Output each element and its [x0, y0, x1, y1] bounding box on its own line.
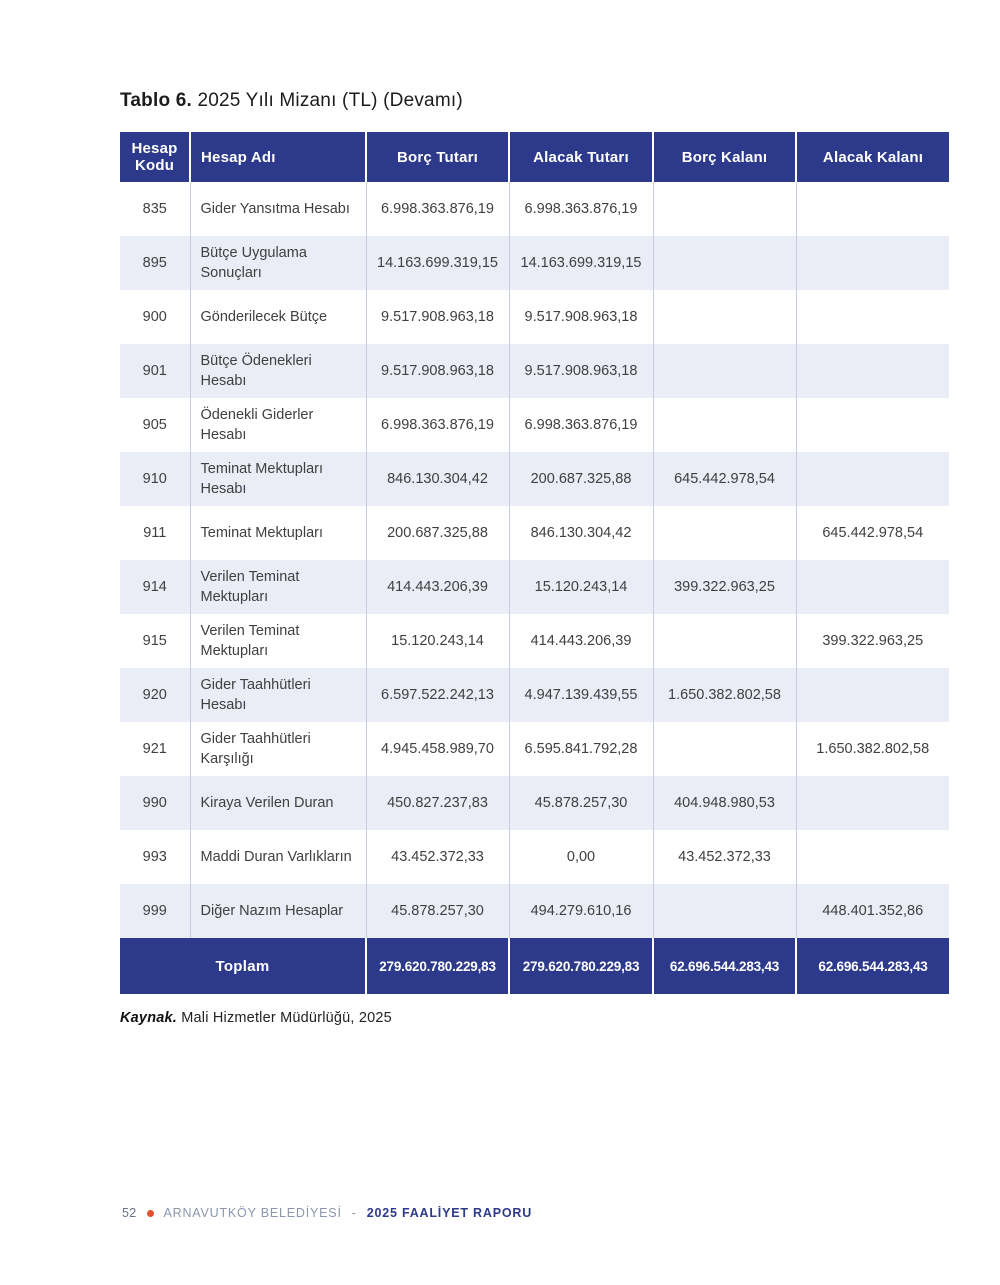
table-title-label: Tablo 6.: [120, 90, 192, 111]
account-name-cell: Gider Taahhütleri Hesabı: [190, 668, 366, 722]
borc-tutari-cell: 4.945.458.989,70: [366, 722, 509, 776]
table-row: [120, 290, 949, 344]
alacak-tutari-cell: 6.998.363.876,19: [509, 398, 653, 452]
account-code-cell: 901: [120, 344, 190, 398]
table-body: [120, 182, 949, 938]
borc-kalani-cell: 404.948.980,53: [653, 776, 796, 830]
borc-kalani-cell: 399.322.963,25: [653, 560, 796, 614]
account-name-cell: Ödenekli Giderler Hesabı: [190, 398, 366, 452]
alacak-tutari-cell: 200.687.325,88: [509, 452, 653, 506]
footer-report-title: 2025 FAALİYET RAPORU: [366, 1206, 533, 1220]
alacak-kalani-cell: [796, 344, 949, 398]
account-code-cell: 999: [120, 884, 190, 938]
account-name-cell: Teminat Mektupları Hesabı: [190, 452, 366, 506]
col-header-alacak-tutari: Alacak Tutarı: [509, 132, 653, 182]
table-row: [120, 182, 949, 236]
table-row: [120, 668, 949, 722]
account-name-cell: Verilen Teminat Mektupları: [190, 614, 366, 668]
alacak-kalani-cell: 448.401.352,86: [796, 884, 949, 938]
account-name-cell: Bütçe Ödenekleri Hesabı: [190, 344, 366, 398]
account-name-cell: Verilen Teminat Mektupları: [190, 560, 366, 614]
account-name-cell: Gönderilecek Bütçe: [190, 290, 366, 344]
borc-kalani-cell: [653, 884, 796, 938]
alacak-tutari-cell: 14.163.699.319,15: [509, 236, 653, 290]
borc-kalani-cell: 43.452.372,33: [653, 830, 796, 884]
table-row: [120, 452, 949, 506]
account-name-cell: Teminat Mektupları: [190, 506, 366, 560]
total-label-cell: Toplam: [120, 938, 366, 994]
alacak-tutari-cell: 846.130.304,42: [509, 506, 653, 560]
col-header-alacak-kalani: Alacak Kalanı: [796, 132, 949, 182]
alacak-kalani-cell: [796, 182, 949, 236]
col-header-hesap-kodu: Hesap Kodu: [120, 132, 190, 182]
alacak-kalani-cell: [796, 830, 949, 884]
footer-municipality: ARNAVUTKÖY BELEDİYESİ: [163, 1206, 342, 1220]
alacak-tutari-cell: 15.120.243,14: [509, 560, 653, 614]
borc-tutari-cell: 6.597.522.242,13: [366, 668, 509, 722]
alacak-kalani-cell: [796, 236, 949, 290]
alacak-tutari-cell: 414.443.206,39: [509, 614, 653, 668]
account-code-cell: 920: [120, 668, 190, 722]
footer-separator: -: [351, 1206, 357, 1220]
alacak-kalani-cell: 645.442.978,54: [796, 506, 949, 560]
table-row: [120, 236, 949, 290]
total-alacak-tutari-cell: 279.620.780.229,83: [509, 938, 653, 994]
alacak-kalani-cell: [796, 452, 949, 506]
table-row: [120, 398, 949, 452]
table-row: [120, 614, 949, 668]
borc-kalani-cell: [653, 236, 796, 290]
page-footer: [122, 1206, 532, 1220]
account-name-cell: Bütçe Uygulama Sonuçları: [190, 236, 366, 290]
borc-tutari-cell: 14.163.699.319,15: [366, 236, 509, 290]
alacak-tutari-cell: 9.517.908.963,18: [509, 344, 653, 398]
total-alacak-kalani-cell: 62.696.544.283,43: [796, 938, 949, 994]
borc-kalani-cell: 1.650.382.802,58: [653, 668, 796, 722]
alacak-kalani-cell: 399.322.963,25: [796, 614, 949, 668]
borc-kalani-cell: [653, 614, 796, 668]
alacak-tutari-cell: 0,00: [509, 830, 653, 884]
total-borc-tutari-cell: 279.620.780.229,83: [366, 938, 509, 994]
table-row: [120, 776, 949, 830]
alacak-tutari-cell: 45.878.257,30: [509, 776, 653, 830]
mizan-table: [120, 132, 949, 994]
source-note: [120, 1010, 392, 1026]
account-name-cell: Gider Yansıtma Hesabı: [190, 182, 366, 236]
table-row: [120, 560, 949, 614]
borc-kalani-cell: [653, 398, 796, 452]
table-row: [120, 722, 949, 776]
table-row: [120, 884, 949, 938]
borc-tutari-cell: 9.517.908.963,18: [366, 290, 509, 344]
account-code-cell: 905: [120, 398, 190, 452]
account-code-cell: 921: [120, 722, 190, 776]
borc-tutari-cell: 200.687.325,88: [366, 506, 509, 560]
borc-kalani-cell: 645.442.978,54: [653, 452, 796, 506]
alacak-kalani-cell: 1.650.382.802,58: [796, 722, 949, 776]
alacak-tutari-cell: 494.279.610,16: [509, 884, 653, 938]
alacak-kalani-cell: [796, 668, 949, 722]
table-row: [120, 506, 949, 560]
borc-kalani-cell: [653, 182, 796, 236]
table-row: [120, 344, 949, 398]
account-code-cell: 993: [120, 830, 190, 884]
alacak-kalani-cell: [796, 776, 949, 830]
borc-kalani-cell: [653, 344, 796, 398]
table-total-row: [120, 938, 949, 994]
alacak-kalani-cell: [796, 290, 949, 344]
account-name-cell: Kiraya Verilen Duran: [190, 776, 366, 830]
account-code-cell: 900: [120, 290, 190, 344]
account-name-cell: Diğer Nazım Hesaplar: [190, 884, 366, 938]
table-header-row: [120, 132, 949, 182]
table-title-text: 2025 Yılı Mizanı (TL) (Devamı): [191, 90, 463, 111]
borc-kalani-cell: [653, 290, 796, 344]
table-title: [120, 90, 463, 112]
borc-tutari-cell: 43.452.372,33: [366, 830, 509, 884]
account-name-cell: Gider Taahhütleri Karşılığı: [190, 722, 366, 776]
account-code-cell: 911: [120, 506, 190, 560]
alacak-kalani-cell: [796, 560, 949, 614]
borc-tutari-cell: 846.130.304,42: [366, 452, 509, 506]
account-code-cell: 895: [120, 236, 190, 290]
source-text: Mali Hizmetler Müdürlüğü, 2025: [177, 1010, 392, 1026]
borc-tutari-cell: 6.998.363.876,19: [366, 398, 509, 452]
account-code-cell: 915: [120, 614, 190, 668]
borc-kalani-cell: [653, 722, 796, 776]
alacak-tutari-cell: 6.595.841.792,28: [509, 722, 653, 776]
borc-tutari-cell: 15.120.243,14: [366, 614, 509, 668]
col-header-borc-tutari: Borç Tutarı: [366, 132, 509, 182]
borc-tutari-cell: 450.827.237,83: [366, 776, 509, 830]
account-code-cell: 914: [120, 560, 190, 614]
borc-tutari-cell: 9.517.908.963,18: [366, 344, 509, 398]
account-code-cell: 835: [120, 182, 190, 236]
alacak-tutari-cell: 4.947.139.439,55: [509, 668, 653, 722]
alacak-tutari-cell: 9.517.908.963,18: [509, 290, 653, 344]
source-label: Kaynak.: [120, 1010, 178, 1026]
alacak-tutari-cell: 6.998.363.876,19: [509, 182, 653, 236]
borc-tutari-cell: 45.878.257,30: [366, 884, 509, 938]
account-code-cell: 990: [120, 776, 190, 830]
alacak-kalani-cell: [796, 398, 949, 452]
borc-tutari-cell: 414.443.206,39: [366, 560, 509, 614]
account-code-cell: 910: [120, 452, 190, 506]
col-header-hesap-adi: Hesap Adı: [190, 132, 366, 182]
total-borc-kalani-cell: 62.696.544.283,43: [653, 938, 796, 994]
col-header-borc-kalani: Borç Kalanı: [653, 132, 796, 182]
bullet-icon: [147, 1210, 154, 1217]
page-number: 52: [122, 1206, 137, 1220]
borc-tutari-cell: 6.998.363.876,19: [366, 182, 509, 236]
account-name-cell: Maddi Duran Varlıkların: [190, 830, 366, 884]
borc-kalani-cell: [653, 506, 796, 560]
table-row: [120, 830, 949, 884]
